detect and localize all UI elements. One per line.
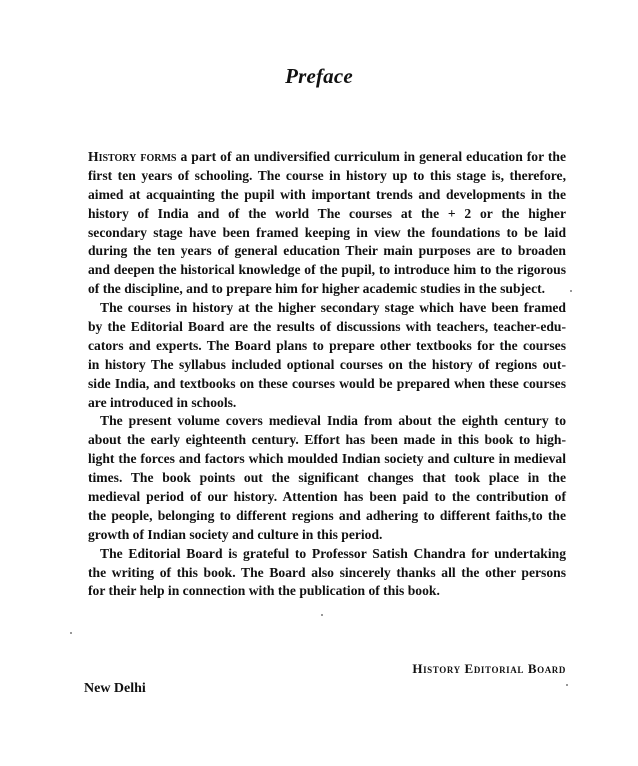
text-line: The present volume covers medieval India from about the eighth century to <box>100 413 566 429</box>
lead-smallcaps: History forms <box>88 149 177 164</box>
signature: History Editorial Board <box>412 661 566 676</box>
scan-speck <box>321 614 323 616</box>
text-line: the writing of this book. The Board also sincerely thanks all the other persons <box>88 564 566 580</box>
text-line: times. The book points out the significant changes that took place in the <box>88 470 566 486</box>
scan-speck <box>570 290 572 292</box>
paragraph-3 <box>88 412 566 544</box>
text-line: growth of Indian society and culture in this period. <box>88 526 383 542</box>
text-line: aimed at acquainting the pupil with important trends and developments in the <box>88 186 566 202</box>
scan-speck <box>70 632 72 634</box>
text-line: history of India and of the world The courses at the + 2 or the higher <box>88 205 566 221</box>
text-line: first ten years of schooling. The course in history up to this stage is, therefore, <box>88 167 566 183</box>
text-line: are introduced in schools. <box>88 394 237 410</box>
text-line: of the discipline, and to prepare him for higher academic studies in the subject. <box>88 281 546 297</box>
scan-speck <box>566 684 568 686</box>
place-name: New Delhi <box>84 681 146 696</box>
text-line: during the ten years of general education Their main purposes are to broaden <box>88 243 566 259</box>
paragraph-2 <box>88 299 566 412</box>
paragraph-4 <box>88 545 566 602</box>
text-line: by the Editorial Board are the results of discussions with teachers, teacher-edu- <box>88 319 566 335</box>
text-line: secondary stage have been framed keeping in view the foundations to be laid <box>88 224 566 240</box>
paragraph-1 <box>88 148 566 299</box>
text-line: History forms a part of an undiversified curriculum in general education for the <box>88 149 566 164</box>
text-line: The courses in history at the higher secondary stage which have been framed <box>100 300 566 316</box>
text-line: side India, and textbooks on these courses would be prepared when these courses <box>88 375 566 391</box>
preface-body <box>88 148 566 601</box>
text-line: about the early eighteenth century. Effort has been made in this book to high- <box>88 432 566 448</box>
text-line: light the forces and factors which moulded Indian society and culture in medieval <box>88 451 566 467</box>
text-line: the people, belonging to different regions and adhering to different faiths,to the <box>88 507 566 523</box>
text-line: for their help in connection with the publication of this book. <box>88 583 440 599</box>
text-line: in history The syllabus included optional courses on the history of regions out- <box>88 356 566 372</box>
text-line: medieval period of our history. Attention has been paid to the contribution of <box>88 489 566 505</box>
text-line: and deepen the historical knowledge of the pupil, to introduce him to the rigorous <box>88 262 566 278</box>
text-line: The Editorial Board is grateful to Professor Satish Chandra for undertaking <box>100 545 566 561</box>
text-line: cators and experts. The Board plans to prepare other textbooks for the courses <box>88 337 566 353</box>
page-title: Preface <box>285 64 353 88</box>
